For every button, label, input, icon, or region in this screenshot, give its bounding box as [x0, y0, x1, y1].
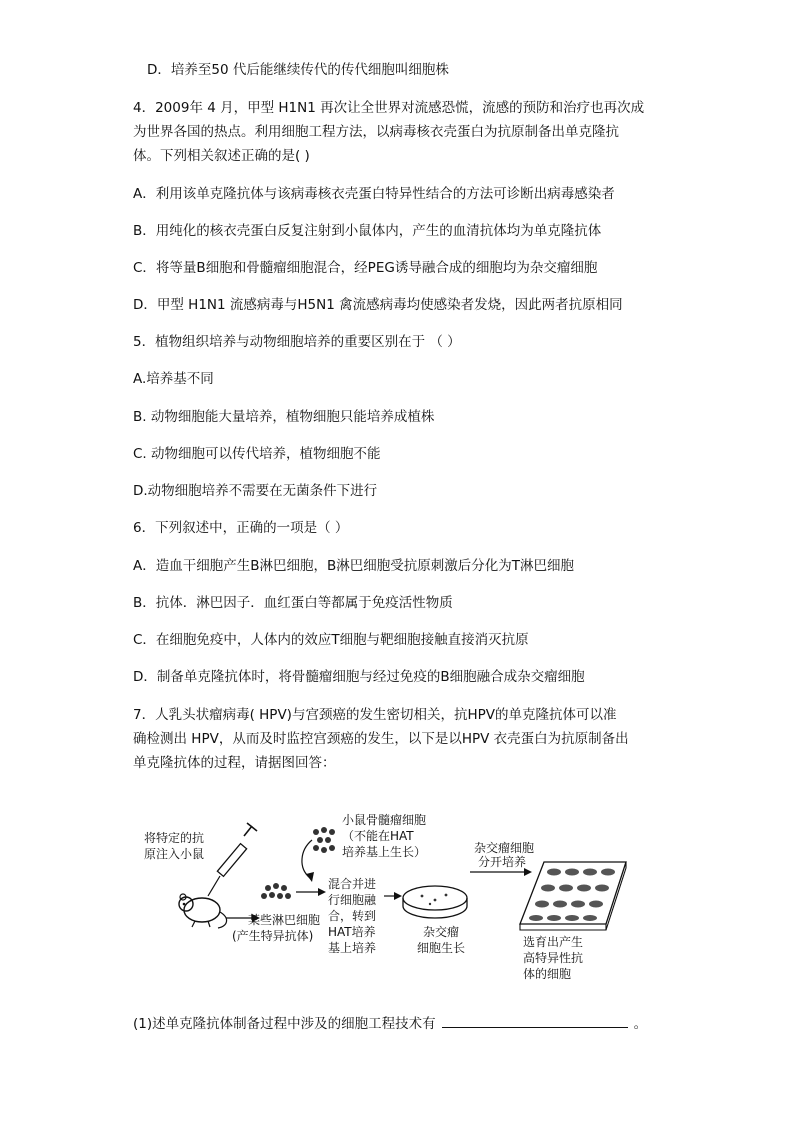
q7-stem-line1: 7．人乳头状瘤病毒( HPV)与宫颈癌的发生密切相关，抗HPV的单克隆抗体可以准: [133, 707, 617, 723]
separate-label-line1: 杂交瘤细胞: [474, 841, 535, 855]
answer-blank[interactable]: [442, 1013, 628, 1028]
mix-label-line1: 混合并进: [328, 877, 377, 891]
mix-label-line4: HAT培养: [328, 925, 376, 939]
inject-label-line2: 原注入小鼠: [144, 847, 205, 861]
separate-label-line2: 分开培养: [478, 855, 527, 869]
q4-option-b: B．用纯化的核衣壳蛋白反复注射到小鼠体内，产生的血清抗体均为单克隆抗体: [133, 223, 602, 239]
mix-label-line2: 行细胞融: [328, 893, 377, 907]
myeloma-label-line2: （不能在HAT: [342, 829, 414, 843]
myeloma-label-line3: 培养基上生长）: [342, 845, 427, 859]
q7-subquestion-1-text: (1)述单克隆抗体制备过程中涉及的细胞工程技术有: [133, 1016, 436, 1032]
inject-label-line1: 将特定的抗: [144, 831, 205, 845]
q5-option-c: C. 动物细胞可以传代培养，植物细胞不能: [133, 446, 381, 462]
q4-option-c: C．将等量B细胞和骨髓瘤细胞混合，经PEG诱导融合成的细胞均为杂交瘤细胞: [133, 260, 598, 276]
q5-option-a: A.培养基不同: [133, 371, 214, 387]
mouse-icon: [179, 894, 227, 928]
myeloma-cells-icon: [313, 827, 335, 853]
q4-stem-line3: 体。下列相关叙述正确的是( ): [133, 148, 310, 164]
petri-dish-icon: [403, 886, 467, 918]
monoclonal-antibody-diagram: [140, 800, 660, 995]
arrow-head-5: [524, 868, 532, 876]
lymph-label-line2: (产生特异抗体): [232, 929, 314, 943]
q5-option-b: B. 动物细胞能大量培养，植物细胞只能培养成植株: [133, 409, 435, 425]
q5-stem: 5．植物组织培养与动物细胞培养的重要区别在于 （ ）: [133, 334, 461, 350]
arrow-head-2: [318, 888, 326, 896]
q7-subquestion-1: [133, 1013, 647, 1034]
q4-stem-line1: 4．2009年 4 月，甲型 H1N1 再次让全世界对流感恐慌，流感的预防和治疗也再次成: [133, 100, 645, 116]
culture-plate-icon: [520, 862, 626, 930]
q3-option-d: D．培养至50 代后能继续传代的传代细胞叫细胞株: [147, 62, 449, 78]
hybrid-label-line2: 细胞生长: [417, 941, 466, 955]
q4-stem-line2: 为世界各国的热点。利用细胞工程方法，以病毒核衣壳蛋白为抗原制备出单克隆抗: [133, 124, 619, 140]
arrow-head-3: [306, 872, 314, 882]
select-label-line1: 选育出产生: [523, 935, 584, 949]
q7-stem-line3: 单克隆抗体的过程，请据图回答：: [133, 755, 336, 771]
q5-option-d: D.动物细胞培养不需要在无菌条件下进行: [133, 483, 378, 499]
myeloma-label-line1: 小鼠骨髓瘤细胞: [342, 813, 427, 827]
q4-option-a: A．利用该单克隆抗体与该病毒核衣壳蛋白特异性结合的方法可诊断出病毒感染者: [133, 186, 615, 202]
select-label-line2: 高特异性抗: [523, 951, 584, 965]
hybrid-label-line1: 杂交瘤: [423, 925, 460, 939]
q7-subquestion-1-end: 。: [633, 1016, 648, 1032]
mix-label-line5: 基上培养: [328, 941, 377, 955]
mix-label-line3: 合，转到: [328, 909, 377, 923]
arrow-myeloma-to-mix: [302, 840, 312, 878]
lymph-label-line1: 某些淋巴细胞: [248, 913, 321, 927]
select-label-line3: 体的细胞: [523, 967, 572, 981]
q6-option-d: D．制备单克隆抗体时，将骨髓瘤细胞与经过免疫的B细胞融合成杂交瘤细胞: [133, 669, 585, 685]
syringe-icon: [208, 823, 257, 896]
q4-option-d: D．甲型 H1N1 流感病毒与H5N1 禽流感病毒均使感染者发烧，因此两者抗原相同: [133, 297, 623, 313]
q6-option-c: C．在细胞免疫中，人体内的效应T细胞与靶细胞接触直接消灭抗原: [133, 632, 529, 648]
q7-stem-line2: 确检测出 HPV，从而及时监控宫颈癌的发生，以下是以HPV 衣壳蛋白为抗原制备出: [133, 731, 629, 747]
q6-option-b: B．抗体．淋巴因子．血红蛋白等都属于免疫活性物质: [133, 595, 453, 611]
lymph-cells-icon: [261, 883, 291, 899]
arrow-head-4: [394, 892, 402, 900]
q6-stem: 6．下列叙述中，正确的一项是（ ）: [133, 520, 349, 536]
q6-option-a: A．造血干细胞产生B淋巴细胞，B淋巴细胞受抗原刺激后分化为T淋巴细胞: [133, 558, 575, 574]
